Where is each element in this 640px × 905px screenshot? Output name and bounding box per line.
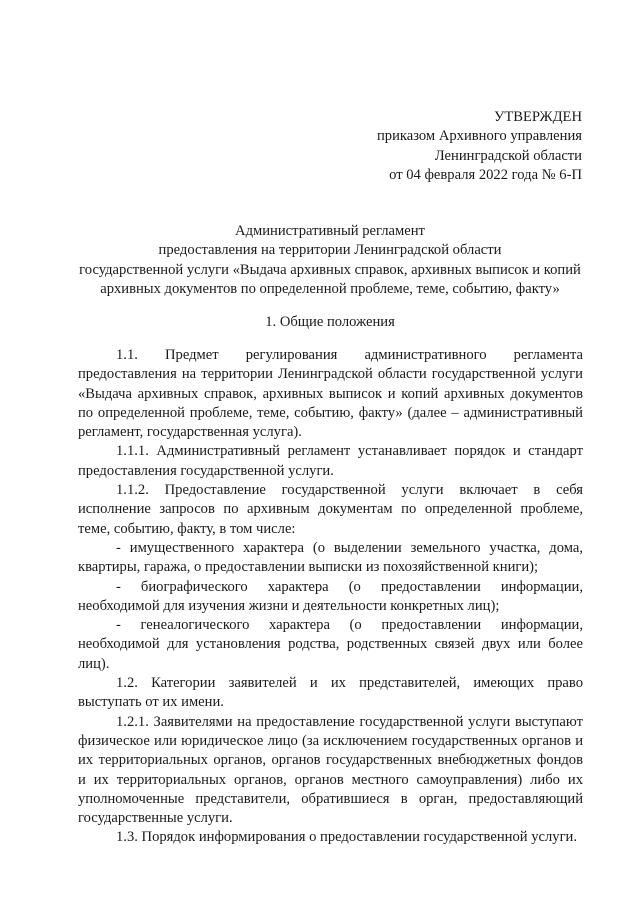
paragraph: 1.1.1. Административный регламент устанавливает порядок и стандарт предоставления государственной услуги.: [78, 443, 583, 479]
paragraph: 1.2. Категории заявителей и их представителей, имеющих право выступать от их имени.: [78, 675, 583, 711]
section-heading: 1. Общие положения: [265, 314, 395, 330]
approval-line: Ленинградской области: [434, 147, 582, 164]
title-line: Административный регламент: [235, 223, 425, 239]
title-line: архивных документов по определенной проблеме, теме, событию, факту»: [100, 280, 560, 297]
paragraph: 1.1.2. Предоставление государственной услуги включает в себя исполнение запросов по архивным документам по определенной проблеме, теме, событию, факту, в том числе:: [78, 482, 583, 537]
approval-line: приказом Архивного управления: [376, 128, 582, 145]
paragraph: 1.1. Предмет регулирования административного регламента предоставления на территории Ленинградской области государственной услуги «Выдача архивных справок, архивных выписок и копий архивных документов по определенной проблеме, теме, событию, факту» (далее – административный регламент, государственная услуга).: [78, 347, 583, 441]
approval-stamp: [377, 108, 582, 185]
list-item: - имущественного характера (о выделении земельного участка, дома, квартиры, гаража, о предоставлении выписки из похозяйственной книги);: [78, 539, 583, 576]
approval-line: от 04 февраля 2022 года № 6-П: [389, 166, 582, 183]
list-item: - биографического характера (о предоставлении информации, необходимой для изучения жизни и деятельности конкретных лиц);: [78, 578, 583, 614]
title-line: государственной услуги «Выдача архивных справок, архивных выписок и копий: [79, 261, 581, 278]
document-body: [78, 346, 583, 848]
title-line: предоставления на территории Ленинградской области: [158, 242, 502, 259]
approval-heading: УТВЕРЖДЕН: [494, 109, 582, 125]
paragraph: 1.2.1. Заявителями на предоставление государственной услуги выступают физическое или юридическое лицо (за исключением государственных органов и их территориальных органов, органов государственных внебюджетных фондов и их территориальных органов, органов местного самоуправления) либо их уполномоченные представители, обратившиеся в орган, предоставляющий государственные услуги.: [78, 713, 583, 827]
paragraph: 1.3. Порядок информирования о предоставлении государственной услуги.: [116, 829, 578, 846]
list-item: - генеалогического характера (о предоставлении информации, необходимой для установления родства, родственных связей двух или более лиц).: [78, 617, 583, 672]
document-title: [60, 222, 600, 299]
